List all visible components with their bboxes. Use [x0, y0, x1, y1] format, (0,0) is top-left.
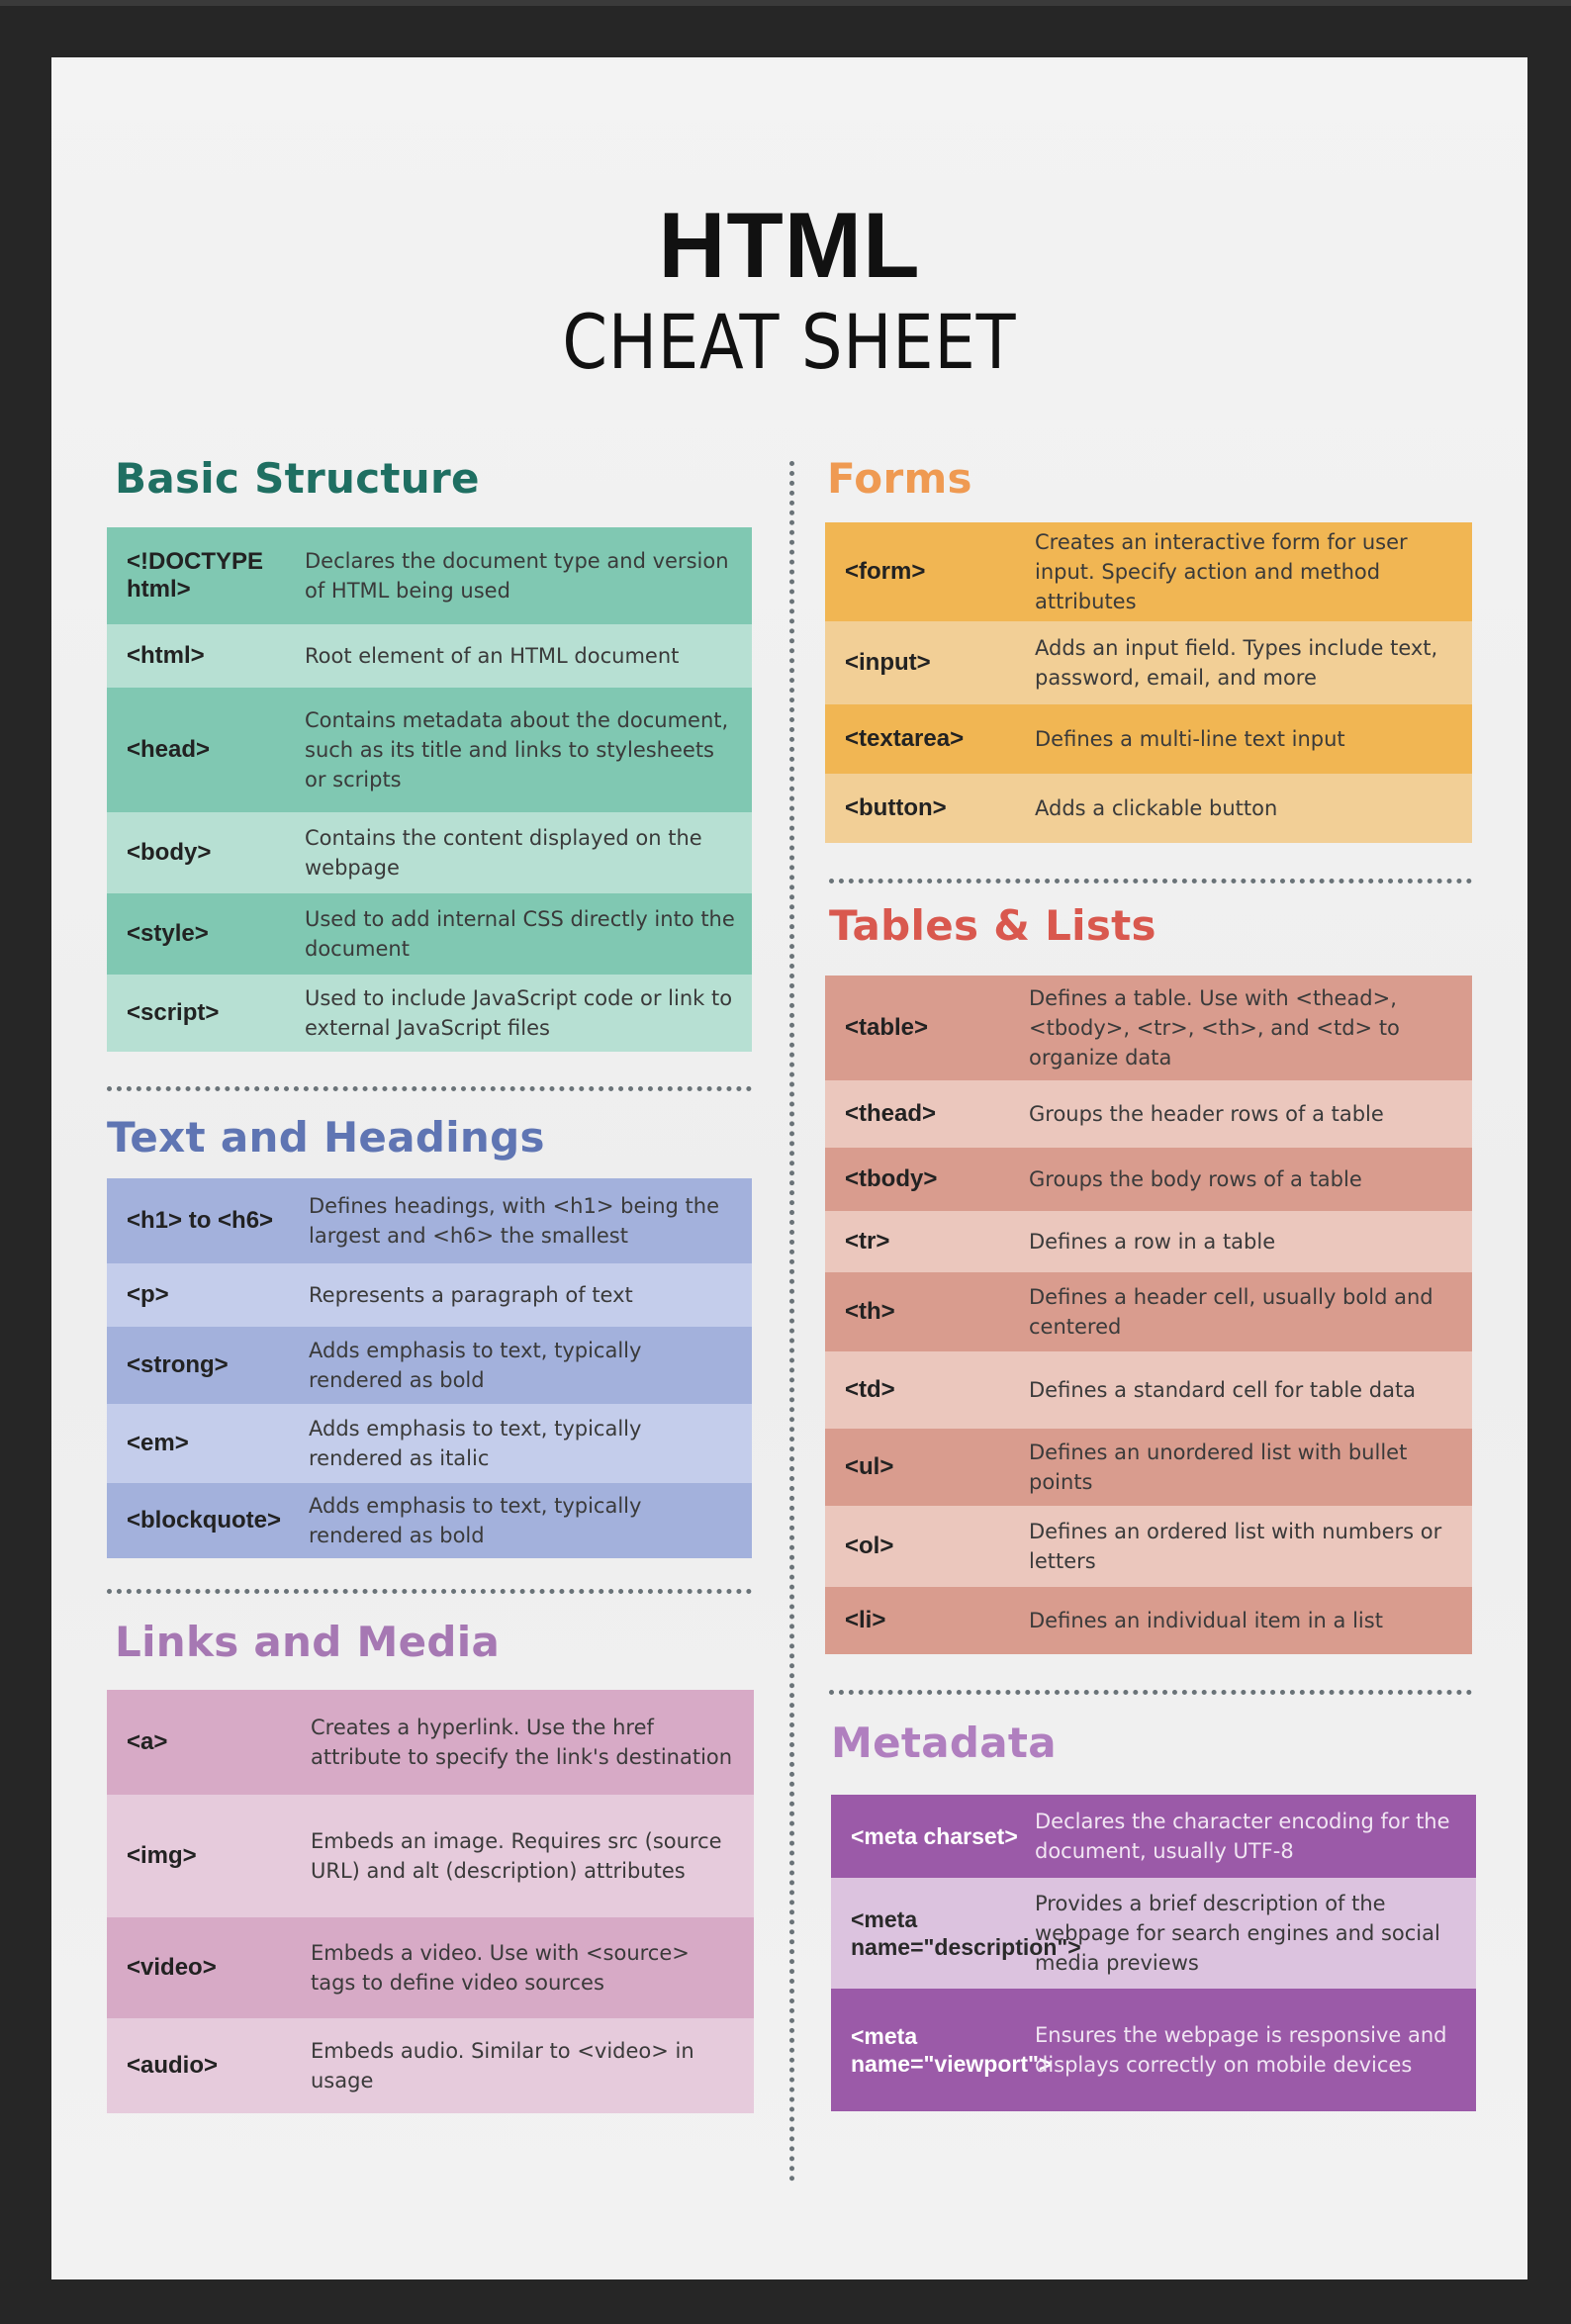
- section-title-metadata: Metadata: [831, 1719, 1057, 1767]
- tag-cell: <th>: [845, 1298, 895, 1325]
- tag-cell: <ul>: [845, 1453, 894, 1480]
- tag-cell: <!DOCTYPE html>: [127, 548, 264, 603]
- table-row-ul: [825, 1429, 1472, 1506]
- table-links-media: [107, 1690, 754, 2113]
- description-cell: Adds an input field. Types include text, password, email, and more: [1035, 636, 1438, 690]
- table-row-em: [107, 1404, 752, 1483]
- section-title-forms: Forms: [827, 454, 972, 503]
- description-cell: Adds emphasis to text, typically rendered as bold: [309, 1339, 642, 1392]
- table-row-tr: [825, 1211, 1472, 1272]
- description-cell: Groups the header rows of a table: [1029, 1102, 1384, 1126]
- description-cell: Declares the character encoding for the document, usually UTF-8: [1035, 1810, 1450, 1863]
- title-sub: CHEAT SHEET: [562, 298, 1017, 386]
- table-row-script: [107, 975, 752, 1052]
- table-row-thead: [825, 1080, 1472, 1148]
- tag-cell: <ol>: [845, 1533, 894, 1559]
- tag-cell: <h1> to <h6>: [127, 1207, 274, 1234]
- table-row-button: [825, 774, 1472, 843]
- tag-cell: <table>: [845, 1014, 929, 1041]
- table-forms: [825, 522, 1472, 843]
- tag-cell: <meta charset>: [851, 1823, 1018, 1849]
- table-row-body: [107, 812, 752, 893]
- description-cell: Creates an interactive form for user input. Specify action and method attributes: [1035, 530, 1408, 613]
- poster-title: [51, 193, 1527, 390]
- table-tables-lists: [825, 976, 1472, 1654]
- tag-cell: <form>: [845, 558, 926, 585]
- tag-cell: <video>: [127, 1954, 217, 1981]
- table-row-input: [825, 621, 1472, 704]
- table-row-doctype-html: [107, 527, 752, 624]
- description-cell: Embeds a video. Use with <source> tags to define video sources: [311, 1941, 690, 1995]
- description-cell: Defines a header cell, usually bold and centered: [1029, 1285, 1433, 1339]
- dotted-separator: [107, 1086, 752, 1091]
- table-row-a: [107, 1690, 754, 1795]
- table-basic-structure: [107, 527, 752, 1052]
- vertical-divider: [789, 461, 794, 2183]
- table-row-li: [825, 1587, 1472, 1654]
- description-cell: Defines an ordered list with numbers or letters: [1029, 1520, 1442, 1573]
- tag-cell: <head>: [127, 736, 211, 763]
- section-title-tables-lists: Tables & Lists: [829, 901, 1156, 950]
- section-title-basic-structure: Basic Structure: [115, 454, 480, 503]
- description-cell: Defines a multi-line text input: [1035, 727, 1345, 751]
- description-cell: Creates a hyperlink. Use the href attribute to specify the link's destination: [311, 1716, 733, 1769]
- description-cell: Root element of an HTML document: [305, 644, 680, 668]
- description-cell: Defines an unordered list with bullet points: [1029, 1441, 1408, 1494]
- description-cell: Used to include JavaScript code or link to external JavaScript files: [305, 986, 733, 1040]
- description-cell: Ensures the webpage is responsive and displays correctly on mobile devices: [1035, 2023, 1447, 2077]
- dotted-separator: [829, 879, 1472, 883]
- section-title-links-media: Links and Media: [115, 1618, 501, 1666]
- description-cell: Represents a paragraph of text: [309, 1283, 633, 1307]
- tag-cell: <button>: [845, 794, 947, 821]
- dotted-separator: [829, 1690, 1472, 1695]
- table-row-html: [107, 624, 752, 688]
- tag-cell: <li>: [845, 1607, 886, 1633]
- title-main: HTML: [658, 193, 921, 297]
- tag-cell: <meta name="viewport">: [851, 2023, 1053, 2077]
- description-cell: Defines an individual item in a list: [1029, 1609, 1383, 1632]
- table-row-form: [825, 522, 1472, 621]
- tag-cell: <a>: [127, 1728, 168, 1755]
- table-row-th: [825, 1272, 1472, 1351]
- tag-cell: <input>: [845, 649, 931, 676]
- description-cell: Declares the document type and version of HTML being used: [305, 549, 729, 603]
- table-row-ol: [825, 1506, 1472, 1587]
- tag-cell: <style>: [127, 920, 209, 947]
- tag-cell: <body>: [127, 839, 212, 866]
- description-cell: Defines a table. Use with <thead>, <tbody>, <tr>, <th>, and <td> to organize data: [1029, 986, 1400, 1069]
- table-text-headings: [107, 1178, 752, 1558]
- tag-cell: <td>: [845, 1376, 895, 1403]
- section-title-text-headings: Text and Headings: [107, 1113, 545, 1162]
- table-row-textarea: [825, 704, 1472, 774]
- tag-cell: <em>: [127, 1430, 189, 1456]
- description-cell: Adds emphasis to text, typically rendered as italic: [309, 1417, 642, 1470]
- description-cell: Embeds audio. Similar to <video> in usage: [311, 2039, 694, 2092]
- table-row-video: [107, 1917, 754, 2018]
- cheat-sheet-poster: [51, 57, 1527, 2279]
- tag-cell: <html>: [127, 642, 205, 669]
- table-row-img: [107, 1795, 754, 1917]
- description-cell: Embeds an image. Requires src (source URL) and alt (description) attributes: [311, 1829, 722, 1883]
- tag-cell: <thead>: [845, 1100, 937, 1127]
- tag-cell: <strong>: [127, 1351, 229, 1378]
- description-cell: Groups the body rows of a table: [1029, 1167, 1362, 1191]
- tag-cell: <img>: [127, 1842, 197, 1869]
- description-cell: Defines a row in a table: [1029, 1230, 1276, 1254]
- description-cell: Provides a brief description of the webpage for search engines and social media previews: [1035, 1892, 1440, 1975]
- description-cell: Contains metadata about the document, such as its title and links to stylesheets or scripts: [305, 708, 729, 791]
- table-row-style: [107, 893, 752, 975]
- table-row-audio: [107, 2018, 754, 2113]
- description-cell: Defines a standard cell for table data: [1029, 1378, 1417, 1402]
- tag-cell: <blockquote>: [127, 1507, 282, 1534]
- table-row-tbody: [825, 1148, 1472, 1211]
- table-metadata: [831, 1795, 1476, 2111]
- table-row-meta-charset: [831, 1795, 1476, 1878]
- description-cell: Contains the content displayed on the webpage: [305, 826, 702, 880]
- table-row-meta-name-viewport: [831, 1989, 1476, 2111]
- dotted-separator: [107, 1589, 752, 1594]
- table-row-h1-to-h6: [107, 1178, 752, 1263]
- table-row-head: [107, 688, 752, 812]
- tag-cell: <audio>: [127, 2052, 219, 2079]
- description-cell: Adds a clickable button: [1035, 796, 1278, 820]
- tag-cell: <meta name="description">: [851, 1906, 1081, 1960]
- description-cell: Adds emphasis to text, typically rendered as bold: [309, 1494, 642, 1547]
- table-row-table: [825, 976, 1472, 1080]
- table-row-p: [107, 1263, 752, 1327]
- tag-cell: <script>: [127, 999, 220, 1026]
- table-row-meta-name-description: [831, 1878, 1476, 1989]
- table-row-strong: [107, 1327, 752, 1404]
- tag-cell: <tbody>: [845, 1165, 938, 1192]
- table-row-blockquote: [107, 1483, 752, 1558]
- tag-cell: <p>: [127, 1281, 169, 1308]
- tag-cell: <textarea>: [845, 725, 965, 752]
- description-cell: Used to add internal CSS directly into the document: [305, 907, 735, 961]
- description-cell: Defines headings, with <h1> being the largest and <h6> the smallest: [309, 1194, 719, 1248]
- tag-cell: <tr>: [845, 1228, 890, 1255]
- table-row-td: [825, 1351, 1472, 1429]
